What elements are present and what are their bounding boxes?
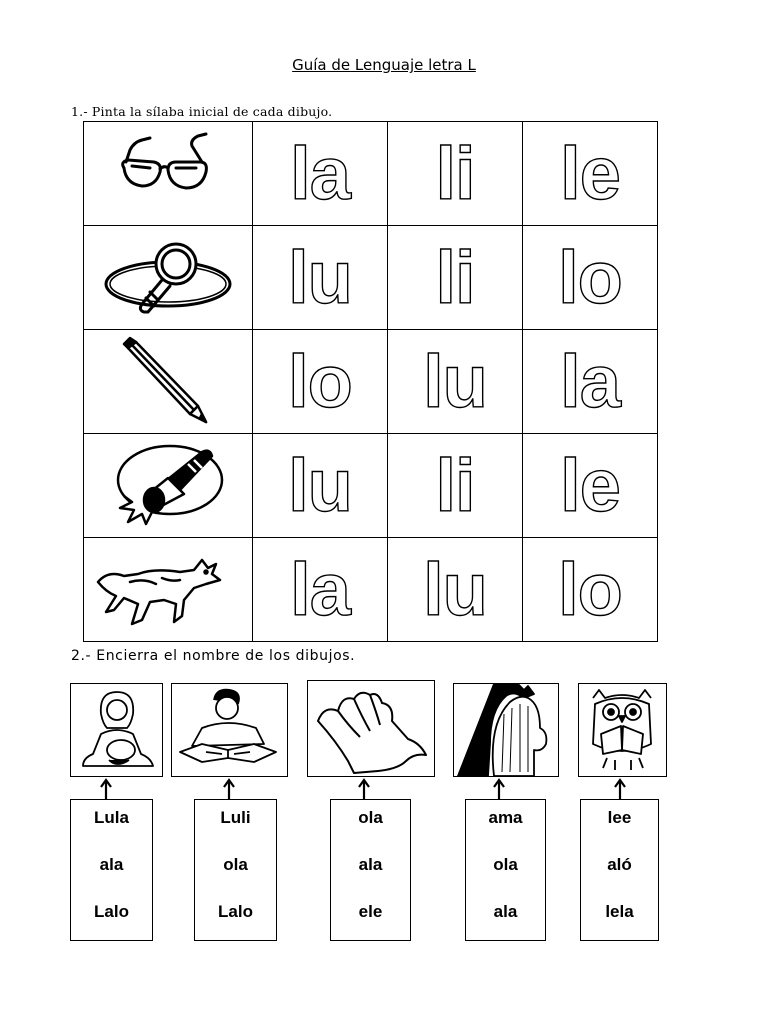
boy-reading-icon <box>172 684 287 776</box>
syllable: lo <box>288 339 352 423</box>
word-option[interactable]: ala <box>358 855 383 874</box>
up-arrow-icon <box>99 778 113 800</box>
word-option[interactable]: Lula <box>94 808 129 827</box>
syllable-grid <box>83 121 658 642</box>
syllable-cell[interactable] <box>388 226 523 330</box>
grid-row <box>84 538 658 642</box>
up-arrow-icon <box>357 778 371 800</box>
up-arrow-icon <box>492 778 506 800</box>
picture-box <box>307 680 435 777</box>
pencil-icon <box>84 330 252 433</box>
owl-reading-icon <box>579 684 666 776</box>
syllable-cell[interactable] <box>388 330 523 434</box>
syllable-cell[interactable] <box>253 122 388 226</box>
wave-icon <box>454 684 558 776</box>
exercise-1-instruction: 1.- Pinta la sílaba inicial de cada dibujo. <box>71 104 333 119</box>
syllable-cell[interactable] <box>523 122 658 226</box>
syllable-cell[interactable] <box>523 434 658 538</box>
syllable: la <box>290 131 350 215</box>
grid-row <box>84 330 658 434</box>
syllable: li <box>435 235 475 319</box>
syllable: la <box>560 339 620 423</box>
syllable-cell[interactable] <box>253 226 388 330</box>
picture-box <box>453 683 559 777</box>
word-box <box>465 799 546 941</box>
syllable-cell[interactable] <box>253 538 388 642</box>
word-option[interactable]: Luli <box>220 808 251 827</box>
grid-row <box>84 434 658 538</box>
word-option[interactable]: ola <box>223 855 248 874</box>
word-option[interactable]: aló <box>607 855 632 874</box>
picture-cell <box>84 122 253 226</box>
syllable: la <box>290 547 350 631</box>
wolf-icon <box>84 538 252 641</box>
picture-box <box>70 683 163 777</box>
syllable: lu <box>288 443 352 527</box>
wing-icon <box>308 681 434 776</box>
syllable-cell[interactable] <box>388 538 523 642</box>
syllable-cell[interactable] <box>523 538 658 642</box>
flashlight-icon <box>84 434 252 537</box>
grid-row <box>84 226 658 330</box>
syllable: lu <box>423 547 487 631</box>
word-box <box>70 799 153 941</box>
word-box <box>330 799 411 941</box>
word-option[interactable]: ama <box>488 808 523 827</box>
word-box <box>580 799 659 941</box>
syllable: lu <box>288 235 352 319</box>
word-option[interactable]: lela <box>605 902 634 921</box>
word-option[interactable]: ola <box>493 855 518 874</box>
word-option[interactable]: ele <box>358 902 383 921</box>
word-option[interactable]: Lalo <box>218 902 253 921</box>
girl-with-doll-icon <box>71 684 162 776</box>
syllable-cell[interactable] <box>253 434 388 538</box>
word-option[interactable]: ola <box>358 808 383 827</box>
word-option[interactable]: lee <box>607 808 632 827</box>
syllable-cell[interactable] <box>523 226 658 330</box>
magnifying-glass-icon <box>84 226 252 329</box>
word-option[interactable]: ala <box>493 902 518 921</box>
syllable: le <box>560 443 620 527</box>
syllable: li <box>435 131 475 215</box>
page-title: Guía de Lenguaje letra L <box>292 56 476 74</box>
syllable: le <box>560 131 620 215</box>
picture-box <box>171 683 288 777</box>
syllable-cell[interactable] <box>388 122 523 226</box>
syllable: lu <box>423 339 487 423</box>
grid-row <box>84 122 658 226</box>
up-arrow-icon <box>613 778 627 800</box>
word-option[interactable]: Lalo <box>94 902 129 921</box>
picture-cell <box>84 330 253 434</box>
picture-cell <box>84 538 253 642</box>
glasses-icon <box>84 122 252 225</box>
syllable-cell[interactable] <box>523 330 658 434</box>
picture-cell <box>84 434 253 538</box>
syllable: lo <box>558 547 622 631</box>
up-arrow-icon <box>222 778 236 800</box>
syllable: li <box>435 443 475 527</box>
syllable: lo <box>558 235 622 319</box>
word-box <box>194 799 277 941</box>
word-option[interactable]: ala <box>99 855 124 874</box>
picture-box <box>578 683 667 777</box>
syllable-cell[interactable] <box>388 434 523 538</box>
syllable-cell[interactable] <box>253 330 388 434</box>
picture-cell <box>84 226 253 330</box>
exercise-2-instruction: 2.- Encierra el nombre de los dibujos. <box>71 648 356 664</box>
